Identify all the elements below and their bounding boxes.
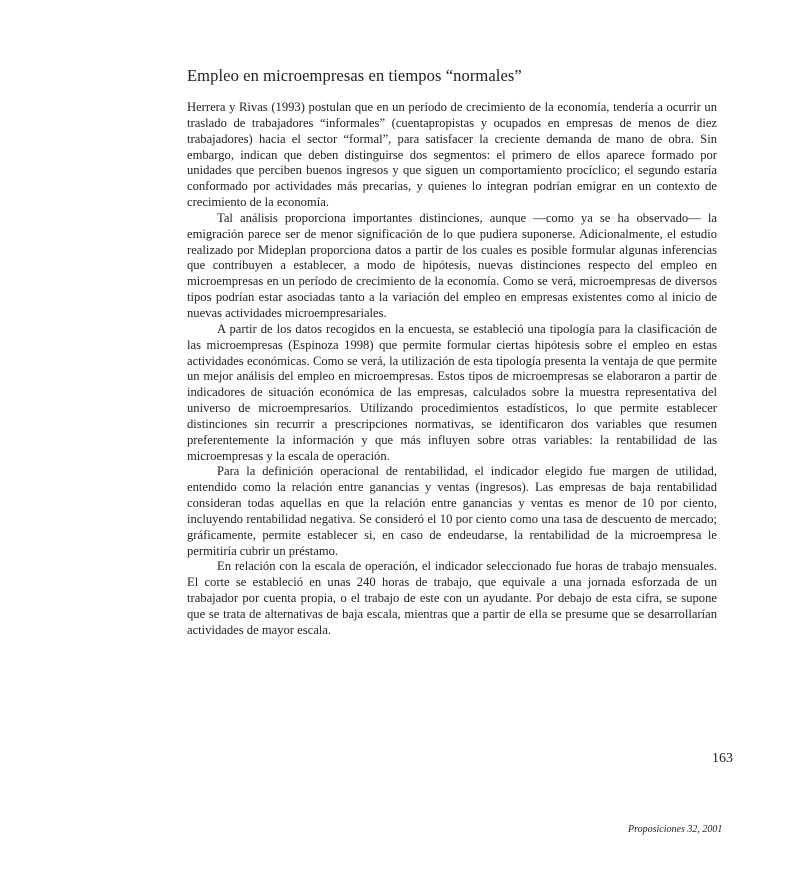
body-text — [187, 100, 717, 639]
paragraph: A partir de los datos recogidos en la encuesta, se estableció una tipología para la clasificación de las microempresas (Espinoza 1998) que permite formular ciertas hipótesis sobre el empleo en estas actividades económicas. Como se verá, la utilización de esta tipología presenta la ventaja de que permite un mejor análisis del empleo en microempresas. Estos tipos de microempresas se elaboraron a partir de indicadores de situación económica de las empresas, calculados sobre la muestra representativa del universo de microempresarios. Utilizando procedimientos estadísticos, lo que permite establecer distinciones sin recurrir a prescripciones normativas, se identificaron dos variables que resumen preferentemente la información y que más influyen sobre otras variables: la rentabilidad de las microempresas y la escala de operación. — [187, 321, 717, 463]
page-number: 163 — [712, 751, 733, 766]
paragraph: Tal análisis proporciona importantes distinciones, aunque —como ya se ha observado— la emigración parece ser de menor significación de lo que pudiera suponerse. Adicionalmente, el estudio realizado por Mideplan proporciona datos a partir de los cuales es posible formular algunas inferencias que contribuyen a establecer, a modo de hipótesis, nuevas distinciones respecto del empleo en microempresas en un período de crecimiento de la economía. Como se verá, microempresas de diversos tipos podrían estar asociadas tanto a la variación del empleo en empresas existentes como al inicio de nuevas actividades microempresariales. — [187, 210, 717, 320]
paragraph: Herrera y Rivas (1993) postulan que en un período de crecimiento de la economía, tendería a ocurrir un traslado de trabajadores “informales” (cuentapropistas y ocupados en empresas de menos de diez trabajadores) hacia el sector “formal”, para satisfacer la creciente demanda de mano de obra. Sin embargo, indican que deben distinguirse dos segmentos: el primero de ellos aparece formado por unidades que perciben buenos ingresos y que siguen un comportamiento procíclico; el segundo estaría conformado por actividades más precarias, y quienes lo integran podrían emigrar en un contexto de crecimiento de la economía. — [187, 100, 717, 210]
paragraph: En relación con la escala de operación, el indicador seleccionado fue horas de trabajo mensuales. El corte se estableció en unas 240 horas de trabajo, que equivale a una jornada esforzada de un trabajador por cuenta propia, o el trabajo de este con un ayudante. Por debajo de esta cifra, se supone que se trata de alternativas de baja escala, mientras que a partir de ella se presume que se desarrollarían actividades de mayor escala. — [187, 559, 717, 637]
journal-reference: Proposiciones 32, 2001 — [628, 824, 723, 835]
paragraph: Para la definición operacional de rentabilidad, el indicador elegido fue margen de utilidad, entendido como la relación entre ganancias y ventas (ingresos). Las empresas de baja rentabilidad consideran todas aquellas en que la relación entre ganancias y ventas es menor de 10 por ciento, incluyendo rentabilidad negativa. Se consideró el 10 por ciento como una tasa de descuento de mercado; gráficamente, permite establecer si, en caso de endeudarse, la rentabilidad de la microempresa le permitiría cubrir un préstamo. — [187, 464, 717, 558]
section-title: Empleo en microempresas en tiempos “normales” — [187, 66, 522, 85]
